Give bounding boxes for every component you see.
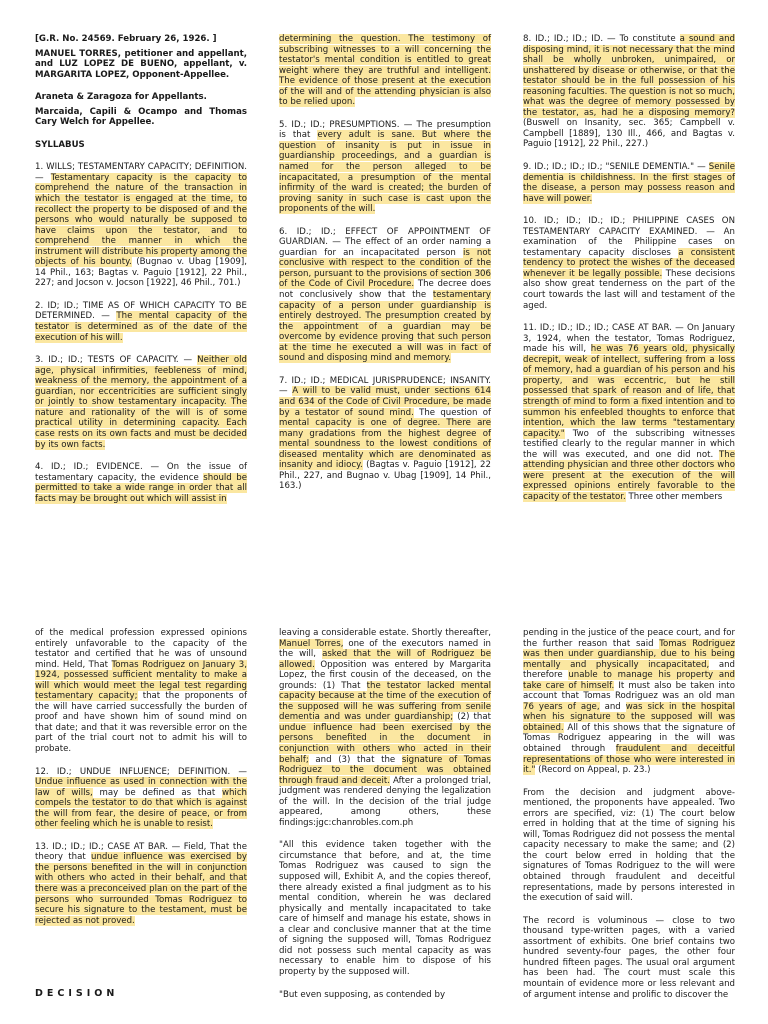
highlight: a consistent tendency to protect the wishes of the deceased whenever it be legally possible. bbox=[523, 247, 735, 279]
highlight: undue influence was exercised by the persons benefited in the will in conjunction with others who acted in their behalf, and that there was a preconceived plan on the part of the persons who surrounded Tomas Rodriguez to secure his signature to the testament, must be rejected as not proved. bbox=[35, 852, 247, 926]
highlight: The attending physician and three other doctors who were present at the execution of the will expressed opinions entirely favorable to the capacity of the testator. bbox=[523, 449, 735, 502]
text-span: 10. ID.; ID.; ID.; ID.; PHILIPPINE CASES ON TESTAMENTARY CAPACITY EXAMINED. — An examination of the Philippine cases on testamentary capacity discloses bbox=[523, 216, 735, 258]
syllabus-paragraph-4-cont bbox=[279, 34, 491, 108]
highlight: undue influence had been exercised by the persons benefited in the document in conjunction with others who acted in their behalf; bbox=[279, 722, 491, 765]
highlight: fraudulent and deceitful representations of those who were interested in it." bbox=[523, 744, 736, 776]
decision-paragraph-3: "But even supposing, as contended by bbox=[279, 989, 446, 1000]
decision-paragraph-1 bbox=[279, 628, 491, 828]
text-span: All of this shows that the signature of Tomas Rodriguez appearing in the will was obtained through bbox=[523, 722, 735, 755]
highlight: should be permitted to take a wide range in order that all facts may be brought out which will assist in bbox=[35, 472, 247, 504]
syllabus-paragraph-11 bbox=[523, 323, 735, 502]
text-span: 7. ID.; ID.; MEDICAL JURISPRUDENCE; INSANITY. — bbox=[279, 375, 491, 397]
counsel-appellants: Araneta & Zaragoza for Appellants. bbox=[35, 92, 207, 103]
text-span: Opposition was entered by Margarita Lopez, the first cousin of the deceased, on the grounds: (1) That bbox=[279, 659, 491, 691]
document-page-bottom bbox=[0, 512, 768, 1024]
syllabus-paragraph-13 bbox=[35, 842, 247, 926]
decision-heading: DECISION bbox=[35, 988, 119, 999]
syllabus-paragraph-7 bbox=[279, 376, 491, 492]
highlight: was sick in the hospital when his signature to the supposed will was obtained. bbox=[523, 701, 735, 733]
text-span: After a prolonged trial, judgment was rendered denying the legalization of the will. In the decision of the trial judge appeared, among others, these findings:jgc:chanrobles.com.ph bbox=[279, 775, 491, 828]
text-span: (Bugnao v. Ubag [1909], 14 Phil., 163; Bagtas v. Paguio [1912], 22 Phil., 227; and Jocson v. Jocson [1922], 46 Phil., 701.) bbox=[35, 257, 247, 289]
text-span: The question of bbox=[413, 407, 491, 418]
highlight: he was 76 years old, physically decrepit, weak of intellect, suffering from a loss of memory, had a guardian of his person and his property, and was eccentric, but he still possessed that spark of reason and of life, that strength of mind to form a fixed intention and to summon his enfeebled thoughts to enforce that intention, which the law terms "testamentary capacity." bbox=[523, 344, 735, 439]
text-span: 13. ID.; ID.; ID.; CASE AT BAR. — Field, That the theory that bbox=[35, 841, 247, 863]
syllabus-heading: SYLLABUS bbox=[35, 139, 85, 150]
syllabus-paragraph-2 bbox=[35, 301, 247, 343]
text-span: These decisions also show great tenderness on the part of the court towards the last will and testament of the aged. bbox=[523, 268, 735, 311]
highlight: mental capacity is one of degree. There are many gradations from the highest degree of mental soundness to the lowest conditions of diseased mentality which are denominated as insanity and idiocy. bbox=[279, 418, 491, 471]
text-span: 11. ID.; ID.; ID.; ID.; CASE AT BAR. — On January 3, 1924, when the testator, Tomas Rodriguez, made his will, bbox=[523, 323, 735, 355]
text-span: 6. ID.; ID.; EFFECT OF APPOINTMENT OF GUARDIAN. — The effect of an order naming a guardian for an incapacitated person bbox=[279, 226, 491, 258]
column-1-top bbox=[35, 34, 247, 512]
decision-paragraph-2: "All this evidence taken together with the circumstance that before, and at, the time Tomas Rodriguez was caused to sign the supposed will, Exhibit A, and the copies thereof, there already existed a final judgment as to his mental condition, wherein he was declared physically and mentally incapacitated to take care of himself and manage his estate, shows in a clear and conclusive manner that at the time of signing the supposed will, Tomas Rodriguez did not possess such mental capacity as was necessary to enable him to dispose of his property by the supposed will. bbox=[279, 840, 491, 977]
text-span: It must also be taken into account that Tomas Rodriguez was an old man bbox=[523, 680, 736, 702]
syllabus-paragraph-10 bbox=[523, 216, 735, 311]
highlight: unable to manage his property and take care of himself. bbox=[523, 670, 735, 691]
highlight: the testator lacked mental capacity because at the time of the execution of the supposed will he was suffering from senile dementia and was under guardianship; bbox=[279, 680, 491, 723]
syllabus-paragraph-3 bbox=[35, 355, 247, 450]
text-span: Three other members bbox=[625, 491, 723, 502]
text-span: that the proponents of the will have carried successfully the burden of proof and have shown him of sound mind on that date; and that it was reversible error on the part of the trial court not to admit his will to probate. bbox=[35, 691, 247, 755]
text-span: 9. ID.; ID.; ID.; ID.; "SENILE DEMENTIA." — bbox=[523, 162, 709, 173]
text-span: of the medical profession expressed opinions entirely unfavorable to the capacity of the testator and certified that he was of unsound mind. Held, That bbox=[35, 628, 247, 670]
syllabus-paragraph-8 bbox=[523, 34, 735, 150]
text-span: 8. ID.; ID.; ID.; ID. — To constitute bbox=[523, 34, 680, 44]
text-span: (Buswell on Insanity, sec. 365; Campbell v. Campbell [1889], 130 Ill., 466, and Bagtas v. Paguio [1912], 22 Phil., 227.) bbox=[523, 118, 735, 150]
syllabus-paragraph-12 bbox=[35, 767, 247, 830]
syllabus-paragraph-4 bbox=[35, 462, 247, 504]
column-2-top bbox=[279, 34, 491, 504]
highlight: Undue influence as used in connection with the law of wills, bbox=[35, 777, 247, 798]
text-span: and (3) that the bbox=[308, 754, 402, 765]
text-span: Two of the subscribing witnesses testified clearly to the regular manner in which the will was executed, and one did not. bbox=[523, 428, 735, 460]
decision-paragraph-4 bbox=[523, 628, 735, 776]
column-3-top bbox=[523, 34, 735, 512]
highlight: Manuel Torres, bbox=[279, 638, 344, 649]
text-span: 2. ID; ID.; TIME AS OF WHICH CAPACITY TO BE DETERMINED. — bbox=[35, 300, 247, 322]
highlight: The mental capacity of the testator is determined as of the date of the execution of his will. bbox=[35, 311, 247, 343]
highlight: Tomas Rodriguez on January 3, 1924, possessed sufficient mentality to make a will which would meet the legal test regarding testamentary capacity; bbox=[35, 659, 247, 702]
highlight: testamentary capacity of a person under guardianship is entirely destroyed. The presumption created by the appointment of a guardian may be overcome by evidence proving that such person at the time he executed a will was in fact of sound and disposing mind and memory. bbox=[279, 290, 491, 364]
highlight: Neither old age, physical infirmities, feebleness of mind, weakness of the memory, the appointment of a guardian, nor eccentricities are sufficient singly or jointly to show testamentary incapacity. The nature and rationality of the will is of some practical utility in determining capacity. Each case rests on its own facts and must be decided by its own facts. bbox=[35, 355, 247, 450]
text-span: and bbox=[599, 701, 626, 712]
column-3-bottom bbox=[523, 628, 735, 1012]
highlight: Senile dementia is childishness. In the first stages of the disease, a person may possess reason and have will power. bbox=[523, 162, 735, 204]
syllabus-paragraph-5 bbox=[279, 120, 491, 215]
case-parties: MANUEL TORRES, petitioner and appellant, and LUZ LOPEZ DE BUENO, appellant, v. MARGARITA LOPEZ, Opponent-Appellee. bbox=[35, 48, 247, 80]
decision-paragraph-6: The record is voluminous — close to two thousand type-written pages, with a varied assortment of exhibits. One brief contains two hundred seventy-four pages, the other four hundred fifteen pages. The usual oral argument has been had. The court must scale this mountain of evidence more or less relevant and of argument intense and prolific to discover the bbox=[523, 915, 735, 1000]
text-span: The decree does not conclusively show that the bbox=[279, 279, 491, 301]
text-span: 5. ID.; ID.; PRESUMPTIONS. — The presumption is that bbox=[279, 119, 491, 141]
text-span: (Bagtas v. Paguio [1912], 22 Phil., 227, and Bugnao v. Ubag [1909], 14 Phil., 163.) bbox=[279, 460, 491, 492]
column-1-bottom bbox=[35, 628, 247, 938]
text-span: 1. WILLS; TESTAMENTARY CAPACITY; DEFINITION. — bbox=[35, 162, 247, 183]
decision-paragraph-5: From the decision and judgment above-mentioned, the proponents have appealed. Two errors are specified, viz: (1) The court below erred in holding that at the time of signing his will, Tomas Rodriguez did not possess the mental capacity necessary to make the same; and (2) the court below erred in holding that the signatures of Tomas Rodriguez to the will were obtained through fraudulent and deceitful representations, made by persons interested in the execution of said will. bbox=[523, 787, 735, 904]
text-span: pending in the justice of the peace court, and for the further reason that said bbox=[523, 628, 735, 649]
text-span: one of the executors named in the will, bbox=[279, 638, 492, 660]
highlight: asked that the will of Rodriguez be allowed. bbox=[279, 649, 491, 670]
highlight: which compels the testator to do that which is against the will from fear, the desire of peace, or from other feeling which he is unable to resist. bbox=[35, 787, 247, 830]
text-span: (Record on Appeal, p. 23.) bbox=[535, 765, 651, 776]
case-caption: [G.R. No. 24569. February 26, 1926. ] bbox=[35, 34, 217, 44]
syllabus-paragraph-1 bbox=[35, 162, 247, 289]
text-span: and therefore bbox=[523, 659, 736, 681]
counsel-appellee: Marcaida, Capili & Ocampo and Thomas Cary Welch for Appellee. bbox=[35, 106, 247, 128]
highlight: is not conclusive with respect to the condition of the person, pursuant to the provisions of section 306 of the Code of Civil Procedure. bbox=[279, 247, 491, 290]
text-span: 4. ID.; ID.; EVIDENCE. — On the issue of testamentary capacity, the evidence bbox=[35, 462, 247, 483]
highlight: every adult is sane. But where the question of insanity is put in issue in guardianship proceedings, and a guardian is named for the person alleged to be incapacitated, a presumption of the mental infirmity of the ward is created; the burden of proving sanity in such case is cast upon the proponents of the will. bbox=[279, 130, 491, 215]
text-span: 12. ID.; UNDUE INFLUENCE; DEFINITION. — bbox=[35, 766, 247, 777]
highlight: 76 years of age, bbox=[523, 701, 600, 712]
text-span: leaving a considerable estate. Shortly thereafter, bbox=[279, 628, 491, 638]
highlight: Tomas Rodriguez was then under guardianship, due to his being mentally and physically incapacitated, bbox=[523, 638, 735, 670]
text-span: may be defined as that bbox=[92, 787, 222, 798]
highlight: determining the question. The testimony of subscribing witnesses to a will concerning the testator's mental condition is entitled to great weight where they are truthful and intelligent. The evidence of those present at the execution of the will and of the attending physician is also to be relied upon. bbox=[279, 34, 491, 108]
highlight: signature of Tomas Rodriguez to the document was obtained through fraud and deceit. bbox=[279, 754, 491, 786]
text-span: (2) that bbox=[453, 712, 491, 723]
highlight: Testamentary capacity is the capacity to comprehend the nature of the transaction in which the testator is engaged at the time, to recollect the property to be disposed of and the persons who would naturally be supposed to have claims upon the testator, and to comprehend the manner in which the instrument will distribute his property among the objects of his bounty. bbox=[35, 172, 247, 268]
text-span: 3. ID.; ID.; TESTS OF CAPACITY. — bbox=[35, 355, 198, 366]
column-2-bottom bbox=[279, 628, 491, 1012]
syllabus-paragraph-11-cont bbox=[35, 628, 247, 755]
syllabus-paragraph-6 bbox=[279, 227, 491, 364]
syllabus-paragraph-9 bbox=[523, 162, 735, 204]
highlight: A will to be valid must, under sections 614 and 634 of the Code of Civil Procedure, be made by a testator of sound mind. bbox=[279, 386, 491, 418]
highlight: a sound and disposing mind, it is not necessary that the mind shall be wholly unbroken, unimpaired, or unshattered by disease or otherwise, or that the testator should be in the full possession of his reasoning faculties. The question is not so much, what was the degree of memory possessed by the testator, as, had he a disposing memory? bbox=[523, 34, 735, 118]
